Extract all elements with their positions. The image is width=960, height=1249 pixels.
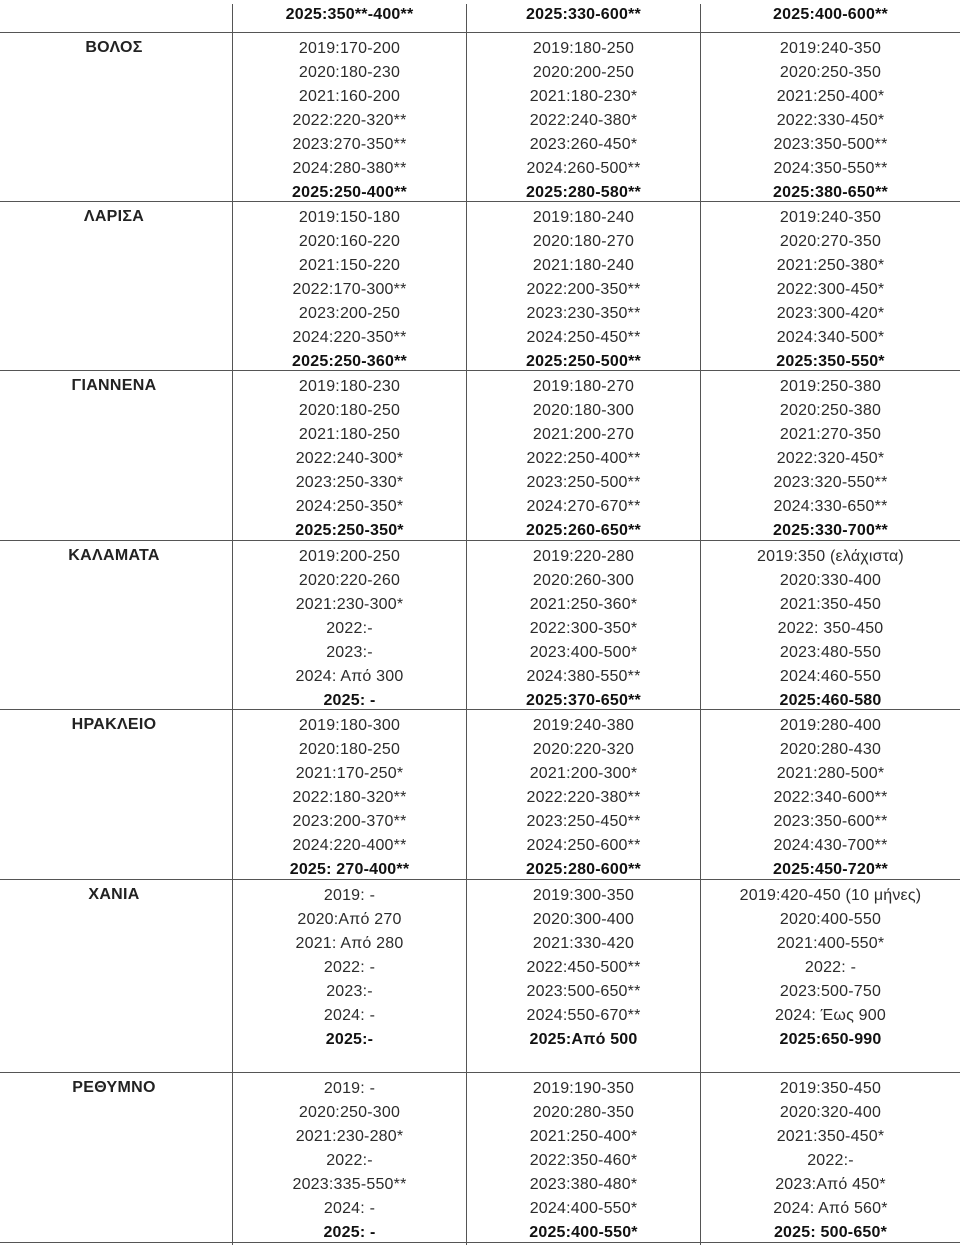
price-line: 2019:180-240 [532,209,635,226]
price-line: 2022:340-600** [773,789,888,806]
price-line: 2020:320-400 [779,1104,882,1121]
price-line: 2019:200-250 [298,548,401,565]
price-line: 2020:260-300 [532,572,635,589]
price-line: 2021:280-500* [776,765,885,782]
price-line: 2022:- [326,620,373,637]
price-line: 2022: - [323,959,376,976]
price-line: 2022:220-380** [526,789,641,806]
price-line: 2023:Από 450* [775,1176,886,1193]
price-cell [700,202,960,374]
price-line: 2025:400-550* [529,1224,638,1241]
price-line: 2022:450-500** [526,959,641,976]
price-line: 2019:240-350 [779,209,882,226]
price-line: 2023:500-650** [526,983,641,1000]
price-cell [466,4,700,32]
table-row [0,1073,960,1243]
price-line: 2023:250-330* [295,474,404,491]
price-line: 2022:300-350* [529,620,638,637]
price-line: 2020:400-550 [779,911,882,928]
price-cell [232,33,466,205]
price-line: 2019:180-250 [532,40,635,57]
price-line: 2025:280-580** [526,184,641,201]
price-line: 2019:250-380 [779,378,882,395]
price-cell [466,1073,700,1245]
price-line: 2025:350-550* [776,353,885,370]
price-line: 2023:380-480* [529,1176,638,1193]
price-line: 2021:170-250* [295,765,404,782]
price-line: 2024:460-550 [779,668,882,685]
price-line: 2023:320-550** [773,474,888,491]
price-cell [700,33,960,205]
city-cell: ΒΟΛΟΣ [85,39,143,56]
price-cell [232,710,466,882]
price-line: 2020:160-220 [298,233,401,250]
city-cell: ΓΙΑΝΝΕΝΑ [71,377,157,394]
price-line: 2019:180-270 [532,378,635,395]
table-row [0,371,960,541]
price-line: 2023:250-450** [526,813,641,830]
price-line: 2020:180-250 [298,402,401,419]
price-line: 2021:250-360* [529,596,638,613]
price-line: 2025:330-600** [526,6,641,23]
price-line: 2024: Από 300 [295,668,404,685]
price-line: 2023:350-500** [773,136,888,153]
price-line: 2024:250-350* [295,498,404,515]
city-cell: ΚΑΛΑΜΑΤΑ [68,547,160,564]
table-body [0,33,960,1243]
price-line: 2023:270-350** [292,136,407,153]
price-line: 2019:300-350 [532,887,635,904]
price-line: 2021: Από 280 [295,935,404,952]
price-line: 2025:350**-400** [285,6,414,23]
price-line: 2020:280-430 [779,741,882,758]
price-line: 2020:180-270 [532,233,635,250]
price-line: 2023:335-550** [292,1176,407,1193]
price-cell [232,880,466,1072]
price-line: 2022:250-400** [526,450,641,467]
price-line: 2024:260-500** [526,160,641,177]
price-line: 2022:180-320** [292,789,407,806]
city-cell: ΡΕΘΥΜΝΟ [72,1079,156,1096]
price-line: 2023:260-450* [529,136,638,153]
price-line: 2025: - [323,1224,376,1241]
price-line: 2019:240-350 [779,40,882,57]
price-line: 2019:240-380 [532,717,635,734]
price-cell [700,880,960,1072]
price-line: 2019: - [323,887,376,904]
price-cell [232,202,466,374]
price-line: 2025:370-650** [526,692,641,709]
table-row [0,880,960,1073]
price-line: 2023:350-600** [773,813,888,830]
price-line: 2021:150-220 [298,257,401,274]
price-line: 2020:180-230 [298,64,401,81]
price-line: 2022: - [804,959,857,976]
price-line: 2022:220-320** [292,112,407,129]
price-line: 2019: - [323,1080,376,1097]
price-line: 2021:180-250 [298,426,401,443]
price-line: 2020:250-380 [779,402,882,419]
price-line: 2021:200-270 [532,426,635,443]
price-line: 2024:400-550* [529,1200,638,1217]
price-cell [232,4,466,32]
city-cell [0,4,232,32]
price-line: 2020:330-400 [779,572,882,589]
price-line: 2020:300-400 [532,911,635,928]
price-line: 2019:150-180 [298,209,401,226]
price-line: 2024: Έως 900 [775,1007,886,1024]
price-line: 2025:250-400** [292,184,407,201]
price-line: 2024:270-670** [526,498,641,515]
price-line: 2024:220-350** [292,329,407,346]
price-line: 2019:180-300 [298,717,401,734]
price-line: 2025:250-360** [292,353,407,370]
price-line: 2024:220-400** [292,837,407,854]
price-line: 2023:200-370** [292,813,407,830]
price-line: 2023:- [326,644,373,661]
price-cell [700,4,960,32]
price-line: 2020:180-300 [532,402,635,419]
city-cell: ΧΑΝΙΑ [88,886,140,903]
price-line: 2025:250-500** [526,353,641,370]
price-line: 2024: Από 560* [773,1200,888,1217]
price-line: 2025: 500-650* [773,1224,888,1241]
price-line: 2021:250-380* [776,257,885,274]
price-line: 2020:280-350 [532,1104,635,1121]
price-line: 2021:400-550* [776,935,885,952]
price-line: 2023:- [326,983,373,1000]
table-row [0,202,960,371]
price-line: 2019:190-350 [532,1080,635,1097]
price-cell [700,371,960,543]
table-row [0,710,960,880]
price-line: 2025:380-650** [773,184,888,201]
price-cell [466,371,700,543]
price-line: 2019:420-450 (10 μήνες) [739,887,922,904]
price-line: 2025:330-700** [773,522,888,539]
price-line: 2025:460-580 [779,692,882,709]
price-cell [466,33,700,205]
price-cell [232,541,466,713]
price-line: 2019:280-400 [779,717,882,734]
price-line: 2022:300-450* [776,281,885,298]
table-row-top [0,4,960,33]
price-line: 2022:- [326,1152,373,1169]
price-cell [700,1073,960,1245]
price-line: 2020:270-350 [779,233,882,250]
price-line: 2021:160-200 [298,88,401,105]
price-line: 2024: - [323,1007,376,1024]
price-line: 2023:200-250 [298,305,401,322]
price-line: 2025:Από 500 [529,1031,638,1048]
price-line: 2021:200-300* [529,765,638,782]
city-cell: ΗΡΑΚΛΕΙΟ [71,716,157,733]
price-line: 2022:- [807,1152,854,1169]
price-line: 2023:250-500** [526,474,641,491]
rent-table [0,4,960,1243]
price-line: 2021:230-280* [295,1128,404,1145]
price-cell [700,710,960,882]
price-line: 2024:430-700** [773,837,888,854]
price-line: 2024:380-550** [526,668,641,685]
price-line: 2020:200-250 [532,64,635,81]
price-line: 2019:220-280 [532,548,635,565]
price-line: 2019:170-200 [298,40,401,57]
price-line: 2024:550-670** [526,1007,641,1024]
price-line: 2024:280-380** [292,160,407,177]
price-line: 2019:350 (ελάχιστα) [757,548,904,565]
price-line: 2025:280-600** [526,861,641,878]
price-line: 2021:350-450 [779,596,882,613]
table-row [0,541,960,710]
price-line: 2022:330-450* [776,112,885,129]
price-line: 2020:220-260 [298,572,401,589]
price-line: 2025:450-720** [773,861,888,878]
price-line: 2022:170-300** [292,281,407,298]
price-line: 2025:260-650** [526,522,641,539]
price-line: 2025:650-990 [779,1031,882,1048]
price-line: 2024:350-550** [773,160,888,177]
table-row [0,33,960,202]
price-line: 2020:Από 270 [297,911,402,928]
price-line: 2024: - [323,1200,376,1217]
city-cell: ΛΑΡΙΣΑ [83,208,145,225]
price-line: 2019:180-230 [298,378,401,395]
price-line: 2023:500-750 [779,983,882,1000]
price-line: 2022:320-450* [776,450,885,467]
price-line: 2024:330-650** [773,498,888,515]
price-line: 2022:350-460* [529,1152,638,1169]
price-line: 2024:250-450** [526,329,641,346]
price-line: 2021:230-300* [295,596,404,613]
price-line: 2024:340-500* [776,329,885,346]
price-cell [232,371,466,543]
price-line: 2021:330-420 [532,935,635,952]
price-line: 2021:270-350 [779,426,882,443]
price-cell [466,541,700,713]
price-line: 2025:250-350* [295,522,404,539]
price-line: 2025: 270-400** [289,861,410,878]
price-line: 2024:250-600** [526,837,641,854]
price-cell [466,880,700,1072]
price-line: 2021:250-400* [529,1128,638,1145]
price-line: 2021:180-230* [529,88,638,105]
price-line: 2019:350-450 [779,1080,882,1097]
price-line: 2025:400-600** [773,6,888,23]
price-line: 2022:240-300* [295,450,404,467]
price-line: 2021:350-450* [776,1128,885,1145]
price-line: 2020:250-350 [779,64,882,81]
price-line: 2021:250-400* [776,88,885,105]
price-cell [232,1073,466,1245]
price-line: 2023:480-550 [779,644,882,661]
price-line: 2023:400-500* [529,644,638,661]
price-line: 2023:230-350** [526,305,641,322]
price-line: 2022:240-380* [529,112,638,129]
price-line: 2025: - [323,692,376,709]
price-cell [466,710,700,882]
price-line: 2025:- [325,1031,374,1048]
price-line: 2023:300-420* [776,305,885,322]
price-line: 2021:180-240 [532,257,635,274]
price-line: 2022:200-350** [526,281,641,298]
price-cell [700,541,960,713]
price-line: 2022: 350-450 [777,620,884,637]
price-line: 2020:180-250 [298,741,401,758]
price-line: 2020:220-320 [532,741,635,758]
price-cell [466,202,700,374]
price-line: 2020:250-300 [298,1104,401,1121]
